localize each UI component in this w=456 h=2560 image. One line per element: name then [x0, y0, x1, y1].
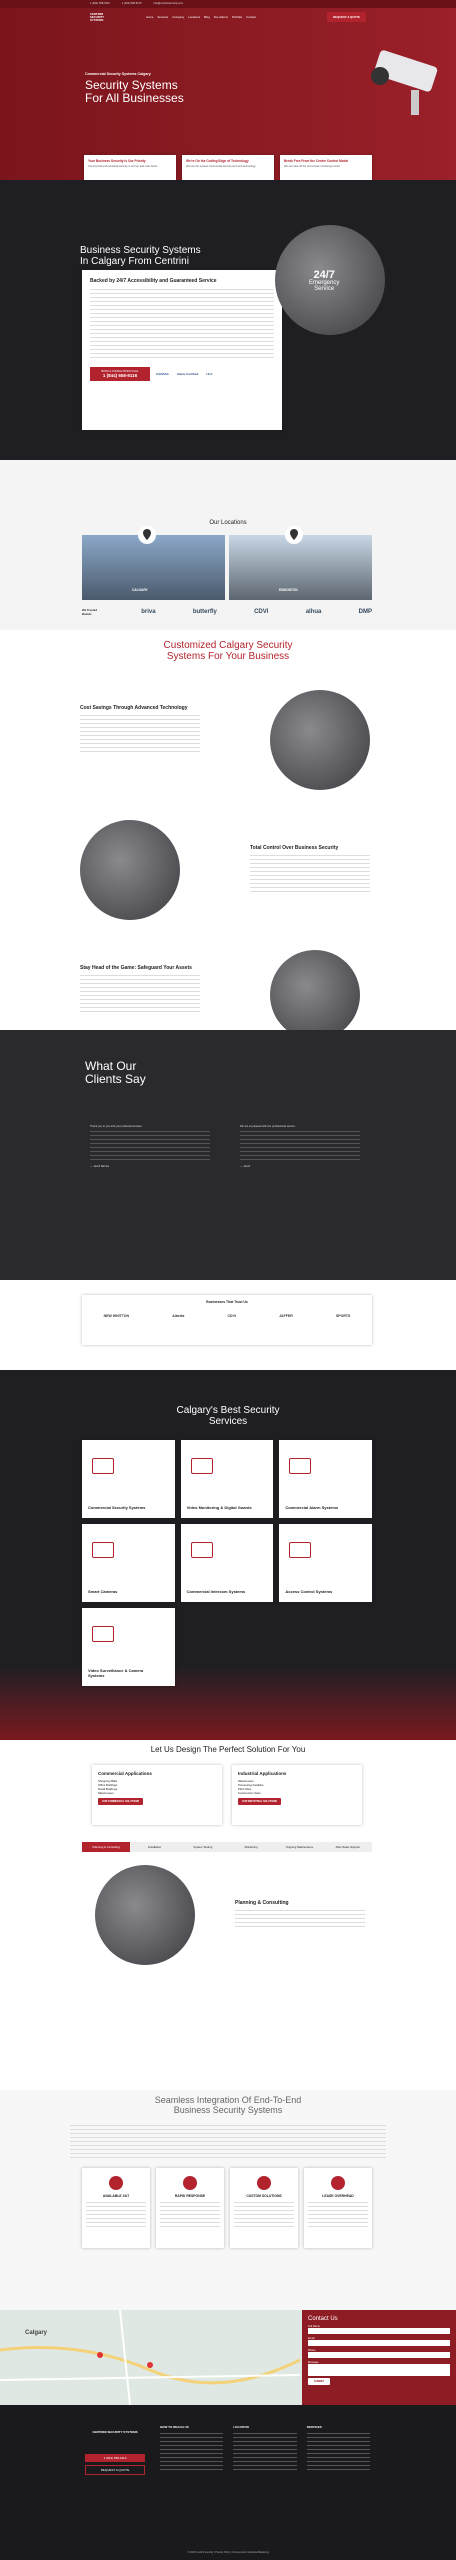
consultation-phone[interactable]: 1 (844) 658-9116 [102, 373, 138, 378]
nav-item-1[interactable]: Services [157, 15, 169, 19]
service-icon [92, 1458, 114, 1474]
hero-card-text: Commercial and industrial security is our top and main focus. [88, 165, 159, 168]
city-label-calgary: CALGARY [132, 588, 148, 592]
copyright: © 2025 Centrini Security | Privacy Policy | Commercial & Industrial Marketing [187, 2551, 269, 2554]
tab-panel-text [235, 1910, 365, 1930]
association-logo: ULC [206, 372, 213, 376]
service-label: Smart Cameras [88, 1589, 118, 1594]
map-city-label: Calgary [25, 2330, 48, 2336]
hero-cards [84, 155, 372, 180]
quote-text-2: We are so pleased with the professional service. [240, 1125, 296, 1128]
service-card[interactable] [279, 1440, 372, 1518]
feature-text [160, 2202, 220, 2228]
hero-heading [85, 72, 184, 105]
tab-4[interactable]: Ongoing Maintenance [275, 1842, 323, 1852]
industrial-card [232, 1765, 362, 1825]
application-item: Shopping Malls [98, 1779, 118, 1783]
contact-title: Contact Us [308, 2316, 338, 2322]
field-label: Full Name [308, 2325, 320, 2328]
client-logo: CDVI [227, 1314, 236, 1318]
about-section [0, 180, 456, 460]
top-bar [0, 0, 456, 8]
quote-1 [90, 1125, 210, 1168]
quote-author-2: — Jacob [240, 1164, 251, 1168]
city-edmonton[interactable] [229, 535, 372, 600]
map-pin-icon [137, 525, 157, 545]
service-icon [92, 1626, 114, 1642]
about-title-1: Business Security Systems [80, 245, 201, 256]
commercial-card [92, 1765, 222, 1825]
applications [92, 1765, 362, 1825]
integration-text [70, 2125, 386, 2160]
hero-card [182, 155, 274, 180]
submit-button[interactable]: SUBMIT [308, 2378, 330, 2385]
feature-icon [109, 2176, 123, 2190]
commercial-title: Commercial Applications [98, 1771, 152, 1776]
client-logo: NEW WHITTON [103, 1314, 130, 1318]
tab-2[interactable]: System Testing [179, 1842, 227, 1852]
camera-dome-image [270, 950, 360, 1030]
hero-title-1: Security Systems [85, 78, 178, 92]
client-logo: SPORTS [335, 1314, 351, 1318]
service-label: Commercial Security Systems [88, 1505, 146, 1510]
service-icon [92, 1542, 114, 1558]
commercial-button[interactable]: OUR COMMERCIAL SOLUTIONS [98, 1798, 143, 1805]
application-item: Warehouses [98, 1791, 114, 1795]
custom-item-title-1: Cost Savings Through Advanced Technology [80, 705, 188, 711]
integration-section [0, 2090, 456, 2310]
field-label: Message [308, 2361, 319, 2364]
footer-column-title: SERVICES [306, 2425, 322, 2429]
association-logo: Alarm Certified [176, 372, 199, 376]
security-camera-icon [356, 40, 446, 120]
badge-service: Service [314, 286, 335, 292]
service-label: Commercial Intercom Systems [186, 1589, 246, 1594]
custom-section [0, 630, 456, 1030]
footer-column [160, 2425, 223, 2473]
field-input[interactable] [308, 2340, 450, 2346]
service-icon [289, 1458, 311, 1474]
about-heading [80, 245, 290, 267]
service-card[interactable] [82, 1608, 175, 1686]
custom-item-2 [250, 845, 370, 895]
application-item: Retail Buildings [98, 1787, 118, 1791]
service-card[interactable] [279, 1524, 372, 1602]
service-card[interactable] [181, 1524, 274, 1602]
footer-columns [160, 2425, 370, 2473]
request-quote-button[interactable]: REQUEST A QUOTE [327, 12, 366, 22]
tab-3[interactable]: Monitoring [227, 1842, 275, 1852]
nav-item-4[interactable]: Blog [204, 15, 210, 19]
brand-logo: butterfly [192, 609, 217, 615]
nav-item-3[interactable]: Locations [188, 15, 201, 19]
about-text [90, 289, 274, 359]
footer [0, 2405, 456, 2560]
design-section [0, 1740, 456, 2090]
field-label: Phone [308, 2349, 316, 2352]
contact-fields [308, 2325, 450, 2376]
brand-logos [82, 608, 372, 616]
hero-card [84, 155, 176, 180]
field-input[interactable] [308, 2364, 450, 2376]
feature-card [156, 2168, 224, 2248]
feature-icon [183, 2176, 197, 2190]
quote-text-1: Thank you to you and your professional team. [90, 1125, 143, 1128]
tab-1[interactable]: Installation [130, 1842, 178, 1852]
locations-section [0, 460, 456, 630]
service-card[interactable] [82, 1440, 175, 1518]
about-title-2: In Calgary From Centrini [80, 256, 189, 267]
association-logo: CANASA [156, 372, 169, 376]
city-calgary[interactable] [82, 535, 225, 600]
hero-card-text: We use the newest commercial security tech and technology. [186, 165, 257, 168]
footer-column-title: HOW TO REACH US [160, 2425, 189, 2429]
quote-author-1: — Jacob Barnes [90, 1164, 110, 1168]
nav-item-0[interactable]: Home [146, 15, 154, 19]
feature-icon [257, 2176, 271, 2190]
brand-logo: briva [141, 609, 156, 615]
service-label: Video Surveillance & Camera Systems [88, 1668, 144, 1678]
brand-logo: alhua [305, 609, 322, 615]
about-subtitle: Backed by 24/7 Accessibility and Guaranteed Service [90, 278, 217, 284]
quote-body-2 [240, 1131, 360, 1161]
hero-title-2: For All Businesses [85, 91, 184, 105]
footer-logo[interactable]: CENTRINI SECURITY SYSTEMS [92, 2430, 138, 2434]
application-item: Plant Sites [238, 1787, 252, 1791]
map-pin-icon [284, 525, 304, 545]
feature-title: CUSTOM SOLUTIONS [246, 2194, 282, 2198]
services-title-2: Services [208, 1416, 248, 1427]
brand-logo: CDVI [254, 609, 269, 615]
quote-2 [240, 1125, 360, 1168]
consulting-image [95, 1865, 195, 1965]
nav-item-7[interactable]: Contact [246, 15, 256, 19]
main-nav [0, 8, 456, 26]
field-label: Email [308, 2337, 315, 2340]
custom-title-1: Customized Calgary Security [163, 640, 293, 651]
clients-title: Businesses That Trust Us [206, 1300, 248, 1304]
service-label: Commercial Alarm Systems [285, 1505, 339, 1510]
feature-icon [331, 2176, 345, 2190]
process-tabs [82, 1842, 372, 1852]
feature-card [230, 2168, 298, 2248]
about-cta-row [90, 367, 274, 381]
hero-kicker: Commercial Security Systems Calgary [85, 72, 151, 76]
field-input[interactable] [308, 2328, 450, 2334]
city-images [82, 535, 372, 600]
quote-body-1 [90, 1131, 210, 1161]
hero-card-title: Your Business Security Is Our Priority [88, 159, 146, 163]
application-item: Office Buildings [98, 1783, 118, 1787]
consultation-block[interactable] [90, 367, 150, 381]
badge-247: 24/7 [313, 269, 335, 281]
feature-cards [82, 2168, 372, 2248]
application-item: Construction Sites [238, 1791, 261, 1795]
services-title-1: Calgary's Best Security [176, 1405, 280, 1416]
custom-title [0, 630, 456, 662]
hero-card [280, 155, 372, 180]
hero-section [0, 0, 456, 180]
service-card[interactable] [82, 1524, 175, 1602]
footer-column-title: LOCATION [233, 2425, 249, 2429]
about-card [82, 270, 282, 430]
field-input[interactable] [308, 2352, 450, 2358]
footer-column-links[interactable] [160, 2433, 223, 2473]
footer-phone[interactable]: 1 (844) 658-9116 [85, 2454, 145, 2462]
integration-title-2: Business Security Systems [173, 2105, 283, 2115]
service-label: Access Control Systems [285, 1589, 333, 1594]
services-grid [82, 1440, 372, 1686]
application-item: Warehouses [238, 1779, 254, 1783]
service-icon [289, 1542, 311, 1558]
topbar-phone[interactable]: 1 (844) 658-9116 [90, 2, 110, 6]
application-item: Processing Facilities [238, 1783, 264, 1787]
commercial-list [98, 1779, 216, 1795]
footer-cta[interactable]: REQUEST A QUOTE [85, 2465, 145, 2475]
testimonials-title [85, 1060, 146, 1086]
custom-item-1 [80, 705, 200, 755]
nav-item-5[interactable]: Fire Alarms [213, 15, 228, 19]
hero-card-text: We can take off the old central monitoring model. [284, 165, 341, 168]
footer-column [233, 2425, 296, 2473]
clients-card [82, 1295, 372, 1345]
industrial-list [238, 1779, 356, 1795]
custom-item-text-1 [80, 715, 200, 755]
contact-form [302, 2310, 456, 2405]
client-logo: JAFFER [279, 1314, 293, 1318]
brand-logo: DMP [358, 609, 372, 615]
keypad-image [80, 820, 180, 920]
nav-item-6[interactable]: Portfolio [231, 15, 243, 19]
feature-card [82, 2168, 150, 2248]
custom-item-title-3: Stay Head of the Game: Safeguard Your Assets [80, 965, 192, 971]
topbar-phone2[interactable]: 1 (403) 808-8178 [121, 2, 142, 6]
trusted-label: We Trusted Brands [82, 608, 98, 616]
custom-title-2: Systems For Your Business [166, 651, 290, 662]
industrial-button[interactable]: OUR INDUSTRIAL SOLUTIONS [238, 1798, 281, 1805]
feature-title: AVAILABLE 24/7 [102, 2194, 130, 2198]
tab-5[interactable]: After-Sales Support [324, 1842, 372, 1852]
emergency-image [275, 225, 385, 335]
footer-column-links[interactable] [307, 2433, 370, 2473]
map-graphic[interactable] [0, 2310, 300, 2405]
design-title: Let Us Design The Perfect Solution For You [150, 1745, 306, 1754]
integration-title [0, 2090, 456, 2115]
custom-item-3 [80, 965, 200, 1015]
service-card[interactable] [181, 1440, 274, 1518]
feature-title: LEASE OVERHEAD [322, 2194, 354, 2198]
custom-item-title-2: Total Control Over Business Security [250, 845, 339, 851]
feature-text [308, 2202, 368, 2228]
tab-0[interactable]: Planning & Consulting [82, 1842, 130, 1852]
testimonials-title-2: Clients Say [85, 1072, 146, 1086]
tech-image [270, 690, 370, 790]
feature-title: RAPID RESPONSE [174, 2194, 206, 2198]
custom-item-text-3 [80, 975, 200, 1015]
topbar-email[interactable]: info@centrinisecurity.com [153, 2, 184, 6]
consultation-label: BOOK A CONSULTATION CALL [101, 370, 139, 373]
feature-card [304, 2168, 372, 2248]
client-logos [82, 1314, 372, 1318]
city-label-edmonton: EDMONTON [279, 588, 298, 592]
clients-section [0, 1280, 456, 1370]
custom-item-text-2 [250, 855, 370, 895]
nav-item-2[interactable]: Company [172, 15, 185, 19]
camera-image [356, 40, 446, 120]
footer-column-links[interactable] [233, 2433, 296, 2473]
feature-text [234, 2202, 294, 2228]
services-title [0, 1370, 456, 1427]
integration-title-1: Seamless Integration Of End-To-End [154, 2095, 302, 2105]
site-logo[interactable]: CENTRINI SECURITY SYSTEMS [90, 11, 105, 22]
testimonials-section [0, 1030, 456, 1280]
tab-panel-title: Planning & Consulting [235, 1900, 289, 1906]
client-logo: Alberta [172, 1314, 185, 1318]
feature-text [86, 2202, 146, 2228]
association-logos [156, 372, 213, 376]
testimonials-title-1: What Our [85, 1059, 137, 1073]
badge-emergency: Emergency [309, 280, 340, 286]
services-section [0, 1370, 456, 1740]
tab-panel [235, 1900, 365, 1930]
emergency-badge [309, 270, 339, 292]
industrial-title: Industrial Applications [238, 1771, 287, 1776]
hero-card-title: We're On the Cutting Edge of Technology [186, 159, 249, 163]
service-icon [191, 1458, 213, 1474]
service-label: Video Monitoring & Digital Guards [186, 1505, 252, 1510]
service-icon [191, 1542, 213, 1558]
map-section [0, 2310, 456, 2405]
hero-card-title: Break Free From the Centre Control Model [284, 159, 349, 163]
locations-title: Our Locations [209, 520, 247, 526]
footer-brand [85, 2430, 145, 2475]
nav-menu [146, 15, 256, 19]
footer-column [307, 2425, 370, 2473]
